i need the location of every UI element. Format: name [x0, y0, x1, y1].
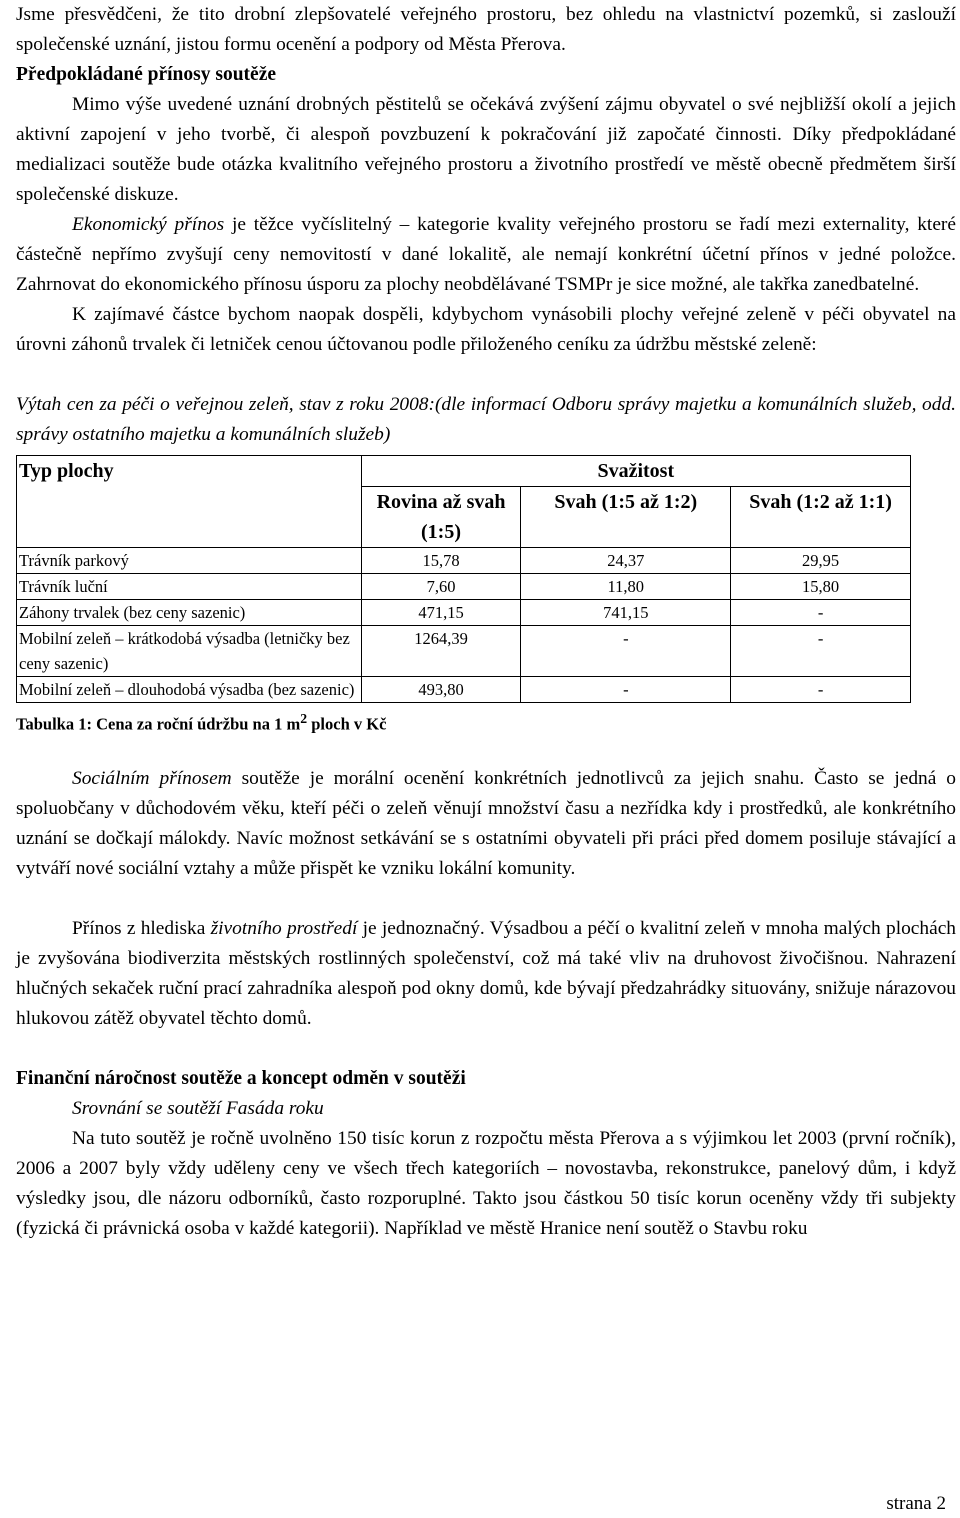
- table-row: [17, 677, 911, 703]
- table-caption-text: Tabulka 1: Cena za roční údržbu na 1 m: [16, 714, 301, 734]
- environment-lead: Přínos z hlediska: [72, 917, 211, 939]
- row-value: 15,80: [731, 574, 911, 600]
- social-term: Sociálním přínosem: [72, 767, 232, 789]
- row-value: 741,15: [521, 600, 731, 626]
- social-paragraph: [16, 764, 956, 884]
- interesting-paragraph: K zajímavé částce bychom naopak dospěli, kdybychom vynásobili plochy veřejné zeleně v péči obyvatel na úrovni záhonů trvalek či letniček cenou účtovanou podle přiloženého ceníku za údržbu městské zeleně:: [16, 304, 956, 355]
- row-type: Záhony trvalek (bez ceny sazenic): [17, 600, 362, 626]
- row-value: 7,60: [361, 574, 521, 600]
- row-type: Trávník parkový: [17, 548, 362, 574]
- row-type: Mobilní zeleň – krátkodobá výsadba (letničky bez ceny sazenic): [17, 626, 362, 677]
- row-value: -: [731, 626, 911, 677]
- benefits-heading: Předpokládané přínosy soutěže: [16, 64, 277, 85]
- finance-heading: Finanční náročnost soutěže a koncept odměn v soutěži: [16, 1067, 466, 1089]
- page-number: strana 2: [886, 1493, 946, 1514]
- row-value: -: [731, 677, 911, 703]
- row-value: -: [521, 677, 731, 703]
- table-caption: [16, 707, 956, 737]
- table-intro: Výtah cen za péči o veřejnou zeleň, stav z roku 2008:(dle informací Odboru správy majetku a komunálních služeb, odd. správy ostatního majetku a komunálních služeb): [16, 394, 956, 445]
- row-type: Trávník luční: [17, 574, 362, 600]
- price-table: [16, 455, 911, 703]
- economic-term: Ekonomický přínos: [72, 214, 225, 235]
- environment-paragraph: [16, 914, 956, 1034]
- row-value: -: [521, 626, 731, 677]
- row-value: -: [731, 600, 911, 626]
- row-value: 24,37: [521, 548, 731, 574]
- row-value: 1264,39: [361, 626, 521, 677]
- col-header-type: Typ plochy: [17, 456, 362, 548]
- col-header-flat: Rovina až svah (1:5): [361, 487, 521, 548]
- intro-paragraph: Jsme přesvědčeni, že tito drobní zlepšovatelé veřejného prostoru, bez ohledu na vlastnictví pozemků, si zaslouží společenské uznání, jistou formu ocenění a podpory od Města Přerova.: [16, 4, 956, 55]
- environment-term: životního prostředí: [210, 917, 358, 939]
- col-header-slope: Svažitost: [361, 456, 910, 487]
- social-text: soutěže je morální ocenění konkrétních jednotlivců za jejich snahu. Často se jedná o spoluobčany v důchodovém věku, kteří péči o zeleň věnují množství času a nezřídka kdy i prostředků, ale konkrétního uznání se dočkají málokdy. Navíc možnost setkávání se s ostatními obyvateli při práci před domem posiluje stávající a vytváří nové sociální vztahy a může přispět ke vzniku lokální komunity.: [16, 767, 957, 879]
- col-header-slope-2: Svah (1:2 až 1:1): [731, 487, 911, 548]
- row-value: 11,80: [521, 574, 731, 600]
- economic-paragraph: [16, 210, 956, 300]
- row-type: Mobilní zeleň – dlouhodobá výsadba (bez sazenic): [17, 677, 362, 703]
- finance-paragraph: Na tuto soutěž je ročně uvolněno 150 tisíc korun z rozpočtu města Přerova a s výjimkou let 2003 (první ročník), 2006 a 2007 byly vždy uděleny ceny ve všech třech kategoriích – novostavba, rekonstrukce, panelový dům, i když výsledky jsou, dle názoru odborníků, často rozporuplné. Takto jsou částkou 50 tisíc korun oceněny vždy tři subjekty (fyzická či právnická osoba v každé kategorii). Například ve městě Hranice není soutěž o Stavbu roku: [16, 1127, 956, 1239]
- comparison-subheading: Srovnání se soutěží Fasáda roku: [72, 1097, 324, 1119]
- col-header-slope-1: Svah (1:5 až 1:2): [521, 487, 731, 548]
- table-row: [17, 626, 911, 677]
- row-value: 15,78: [361, 548, 521, 574]
- row-value: 471,15: [361, 600, 521, 626]
- table-row: [17, 600, 911, 626]
- row-value: 493,80: [361, 677, 521, 703]
- table-caption-superscript: 2: [300, 711, 308, 726]
- table-caption-tail: ploch v Kč: [307, 714, 387, 734]
- document-page: [16, 0, 956, 1244]
- table-row: [17, 548, 911, 574]
- environment-text: je jednoznačný. Výsadbou a péčí o kvalitní zeleň v mnoha malých plochách je zvyšována biodiverzita městských rostlinných společenství, což má také vliv na druhovost živočišnou. Nahrazení hlučných sekaček ruční prací zahradníka alespoň pod okny domů, kde bývají předzahrádky situovány, snižuje nárazovou hlukovou zátěž obyvatel těchto domů.: [16, 917, 956, 1029]
- benefits-paragraph: Mimo výše uvedené uznání drobných pěstitelů se očekává zvýšení zájmu obyvatel o své nejbližší okolí a jejich aktivní zapojení v jeho tvorbě, či alespoň povzbuzení k pokračování již započaté činnosti. Díky předpokládané medializaci soutěže bude otázka kvalitního veřejného prostoru a životního prostředí ve městě obecně předmětem širší společenské diskuze.: [16, 94, 956, 205]
- economic-text: je těžce vyčíslitelný – kategorie kvality veřejného prostoru se řadí mezi externality, které částečně nepřímo zvyšují ceny nemovitostí v dané lokalitě, ale nemají konkrétní účetní přínos v jedné položce. Zahrnovat do ekonomického přínosu úsporu za plochy neobdělávané TSMPr je sice možné, ale takřka zanedbatelné.: [16, 214, 956, 295]
- table-row: [17, 574, 911, 600]
- row-value: 29,95: [731, 548, 911, 574]
